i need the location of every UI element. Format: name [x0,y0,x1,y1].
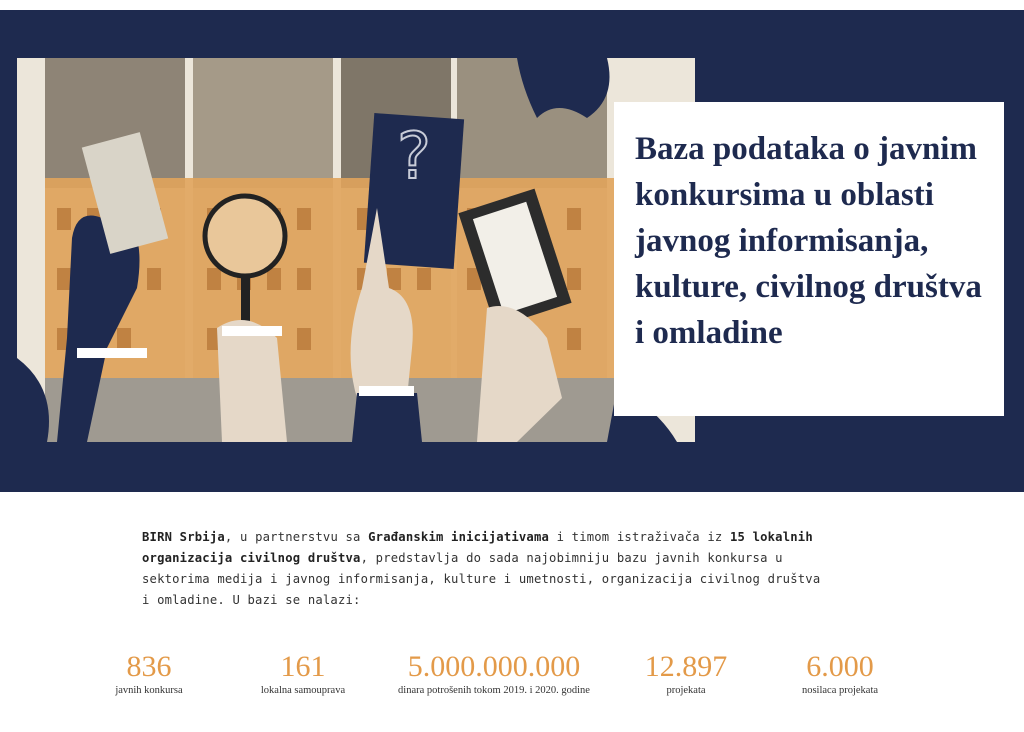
svg-text:?: ? [397,120,431,194]
stat-konkursi [115,650,182,698]
partner-name: Građanskim inicijativama [368,530,550,545]
hero-collage-image [17,58,695,442]
stat-value: 5.000.000.000 [407,650,581,683]
stat-label: nosilaca projekata [801,685,879,696]
local-orgs: 15 lokalnih organizacija civilnog društva [142,530,813,566]
stat-dinari [398,650,590,698]
page-title: Baza podataka o javnim konkursima u oblasti javnog informisanja, kulture, civilnog društva i omladine [635,131,982,351]
intro-text-1: , u partnerstvu sa [224,530,369,545]
intro-text-3: , predstavlja do sada najobimniju bazu javnih konkursa u sektorima medija i javnog informisanja, kulture i umetnosti, organizacija civilnog društva i omladine. U bazi se nalazi: [142,551,821,608]
stat-samouprave [261,650,345,698]
stats-row [0,650,1024,710]
stat-value: 6.000 [806,650,874,683]
hero-banner [0,10,1024,492]
stat-projekti [645,650,728,698]
intro-paragraph [142,527,832,611]
stat-value: 12.897 [644,650,728,683]
stat-nosioci [802,650,878,698]
intro-text-2: i timom istraživača iz [549,530,730,545]
stat-value: 161 [280,650,326,683]
stat-label: javnih konkursa [115,685,183,696]
stat-label: lokalna samouprava [260,685,346,696]
stat-label: projekata [666,685,706,696]
org-name: BIRN Srbija [142,530,225,545]
title-card [614,102,1004,416]
stat-label: dinara potrošenih tokom 2019. i 2020. godine [398,685,590,696]
stat-value: 836 [126,650,172,683]
